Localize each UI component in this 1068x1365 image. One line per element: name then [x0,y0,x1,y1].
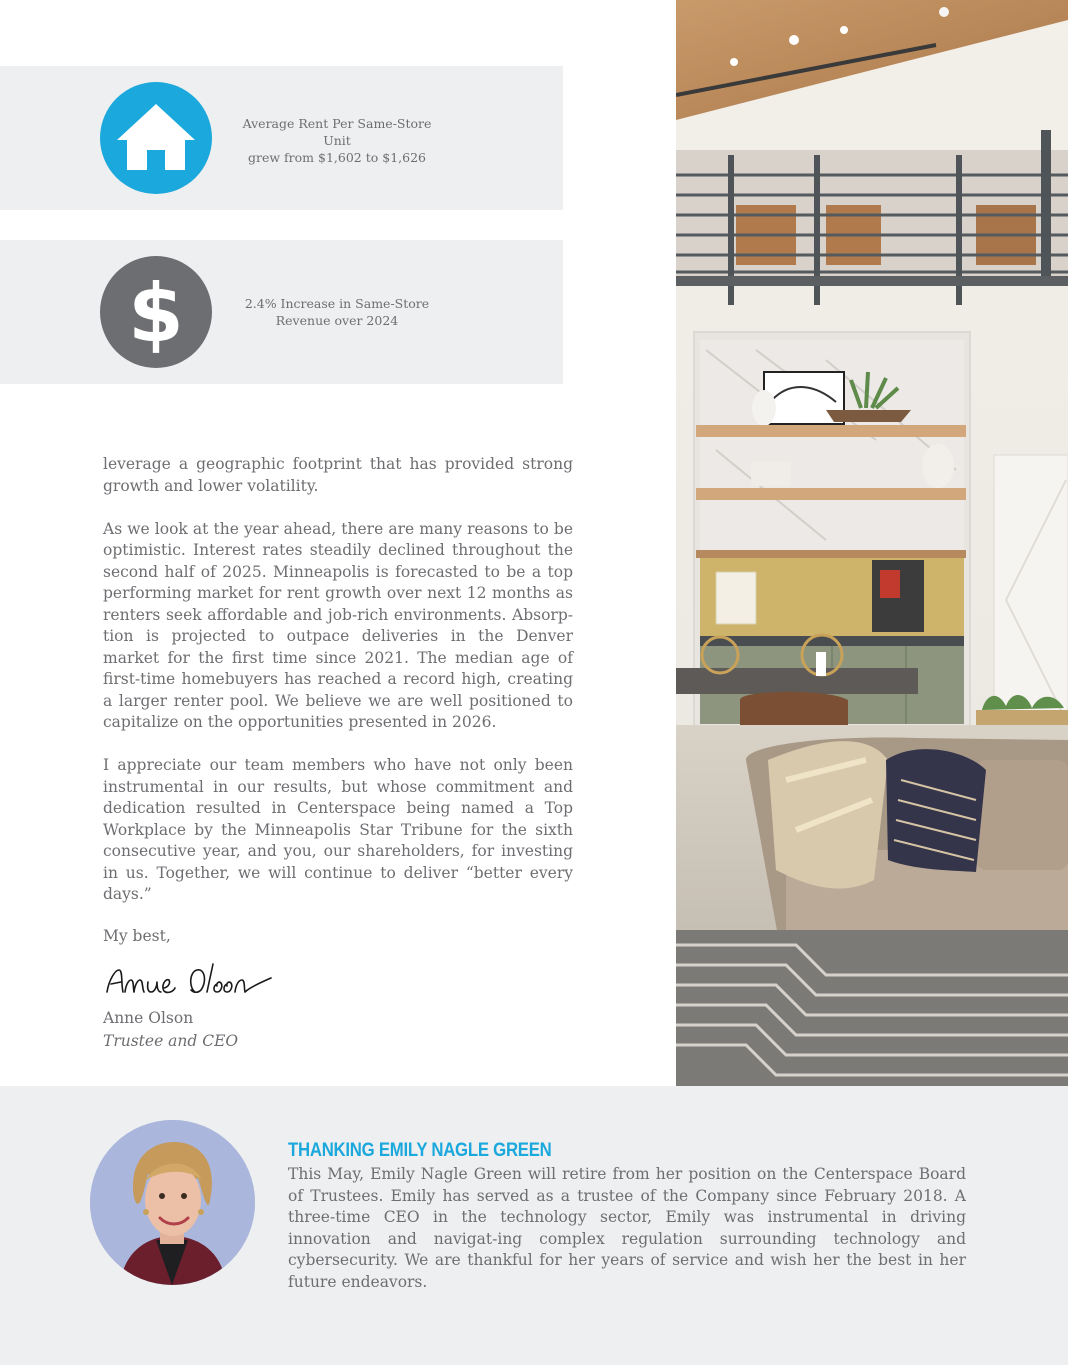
signature [103,958,283,1004]
stat-rent-line1: Average Rent Per Same-Store Unit [242,116,432,148]
letter-paragraph: leverage a geographic footprint that has provided strong growth and lower volatility. [103,455,573,495]
stat-rent-line2: grew from $1,602 to $1,626 [248,150,426,165]
signer-block [103,1007,238,1053]
dollar-icon [100,256,212,368]
signer-title: Trustee and CEO [103,1032,239,1050]
letter-body [103,454,573,927]
stat-panel-revenue [0,240,563,384]
tribute-title: THANKING EMILY NAGLE GREEN [288,1139,552,1161]
stat-revenue-line2: Revenue over 2024 [275,313,399,328]
stat-rent-text [232,115,442,166]
interior-photo [676,0,1068,1086]
svg-text:$: $ [128,267,184,360]
letter-paragraph: I appreciate our team members who have not only been instrumental in our results, but whose commitment and dedication resulted in Centerspace being named a Top Workplace by the Minneapolis Star Tribune for the sixth consecutive year, and you, our shareholders, for investing in us. Together, we will continue to deliver “better every days.” [103,756,573,903]
stat-panel-rent [0,66,563,210]
tribute-body: This May, Emily Nagle Green will retire from her position on the Centerspace Board of Trustees. Emily has served as a trustee of the Company since February 2018. A three-time CEO in the technology sector, Emily was instrumental in driving innovation and navigat-ing complex regulation surrounding technology and cybersecurity. We are thankful for her years of service and wish her the best in her future endeavors. [288,1165,966,1291]
stat-revenue-text [232,295,442,329]
letter-closing: My best, [103,927,171,945]
signer-name: Anne Olson [103,1009,194,1027]
portrait-photo [90,1120,255,1285]
house-icon [100,82,212,194]
stat-revenue-line1: 2.4% Increase in Same-Store [244,296,430,311]
letter-paragraph: As we look at the year ahead, there are many reasons to be optimistic. Interest rates steadily declined throughout the second half of 2025. Minneapolis is forecasted to be a top performing market for rent growth over next 12 months as renters seek affordable and job-rich environments. Absorp-tion is projected to outpace deliveries in the Denver market for the first time since 2021. The median age of first-time homebuyers has reached a record high, creating a larger renter pool. We believe we are well positioned to capitalize on the opportunities presented in 2026. [103,519,573,731]
